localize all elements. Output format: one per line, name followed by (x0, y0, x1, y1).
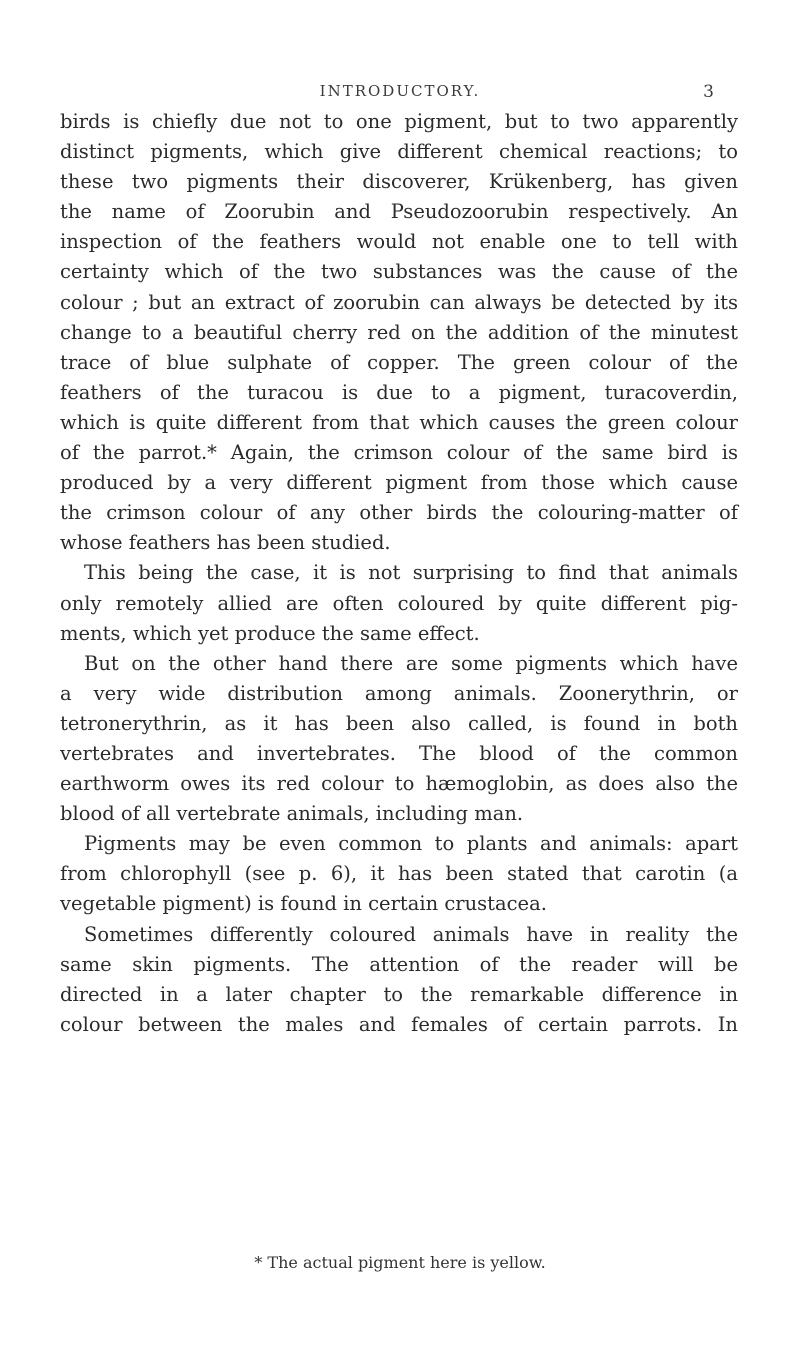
text-line: colour between the males and females of certain parrots. In (60, 1012, 738, 1036)
text-line: blood of all vertebrate animals, including man. (60, 802, 524, 826)
text-line: This being the case, it is not surprising to find that animals (84, 561, 738, 585)
text-line: Sometimes differently coloured animals have in reality the (84, 922, 738, 946)
text-line: these two pigments their discoverer, Krükenberg, has given (60, 170, 738, 194)
text-line: certainty which of the two substances was the cause of the (60, 260, 738, 284)
text-line: birds is chiefly due not to one pigment, but to two apparently (60, 110, 738, 133)
text-line: a very wide distribution among animals. Zoonerythrin, or (60, 681, 738, 705)
text-line: produced by a very different pigment from those which cause (60, 471, 738, 495)
page-number: 3 (703, 82, 714, 102)
text-line: ments, which yet produce the same effect. (60, 621, 480, 645)
text-line: change to a beautiful cherry red on the addition of the minutest (60, 320, 738, 344)
text-line: vegetable pigment) is found in certain crustacea. (60, 892, 547, 916)
text-line: whose feathers has been studied. (60, 531, 391, 555)
text-line: colour ; but an extract of zoorubin can always be detected by its (60, 290, 738, 314)
text-line: distinct pigments, which give different chemical reactions; to (60, 140, 738, 164)
text-line: the name of Zoorubin and Pseudozoorubin respectively. An (60, 200, 738, 224)
text-line: But on the other hand there are some pigments which have (84, 651, 738, 675)
text-line: trace of blue sulphate of copper. The green colour of the (60, 350, 738, 374)
text-line: the crimson colour of any other birds the colouring-matter of (60, 501, 738, 525)
running-head (0, 82, 800, 106)
footnote: * The actual pigment here is yellow. (254, 1253, 546, 1272)
text-line: tetronerythrin, as it has been also called, is found in both (60, 711, 738, 735)
text-line: feathers of the turacou is due to a pigment, turacoverdin, (60, 380, 738, 404)
text-line: directed in a later chapter to the remarkable difference in (60, 982, 738, 1006)
text-line: vertebrates and invertebrates. The blood of the common (60, 741, 738, 765)
running-title: INTRODUCTORY. (319, 82, 481, 100)
text-line: Pigments may be even common to plants and animals: apart (84, 832, 738, 856)
text-line: only remotely allied are often coloured by quite different pig- (60, 591, 738, 615)
text-line: from chlorophyll (see p. 6), it has been stated that carotin (a (60, 862, 738, 886)
text-line: same skin pigments. The attention of the reader will be (60, 952, 738, 976)
text-line: inspection of the feathers would not enable one to tell with (60, 230, 738, 254)
text-line: earthworm owes its red colour to hæmoglobin, as does also the (60, 772, 738, 796)
text-line: which is quite different from that which causes the green colour (60, 410, 738, 434)
text-line: of the parrot.* Again, the crimson colour of the same bird is (60, 441, 738, 465)
body-text (60, 107, 738, 1040)
